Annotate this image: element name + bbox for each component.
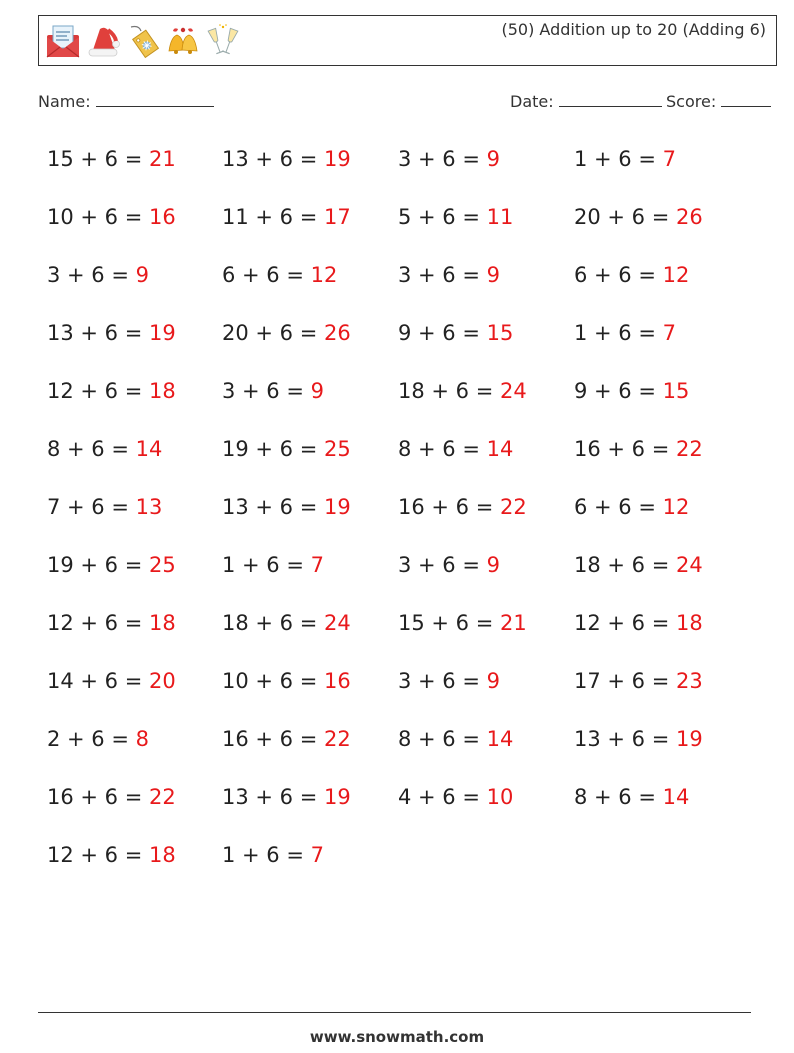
problem-answer: 24 <box>323 611 351 635</box>
problem-answer: 19 <box>323 147 351 171</box>
score-label: Score: <box>666 92 717 111</box>
wish-list-envelope-icon <box>45 23 81 59</box>
problem-answer: 14 <box>662 785 690 809</box>
problem-answer: 9 <box>310 379 324 403</box>
problem-item <box>47 321 176 345</box>
problem-item <box>222 843 324 867</box>
problem-answer: 8 <box>135 727 149 751</box>
problem-item <box>222 437 351 461</box>
problem-question: 8 + 6 = <box>398 437 487 461</box>
problem-answer: 9 <box>486 263 500 287</box>
problem-answer: 9 <box>135 263 149 287</box>
problem-item <box>398 785 513 809</box>
problem-answer: 22 <box>675 437 703 461</box>
problem-question: 16 + 6 = <box>574 437 676 461</box>
problem-item <box>574 611 703 635</box>
problem-question: 15 + 6 = <box>398 611 500 635</box>
problem-item <box>222 205 351 229</box>
problem-question: 19 + 6 = <box>222 437 324 461</box>
problem-question: 1 + 6 = <box>574 321 663 345</box>
problem-item <box>398 263 500 287</box>
problem-question: 3 + 6 = <box>398 553 487 577</box>
problem-question: 1 + 6 = <box>222 843 311 867</box>
problem-answer: 16 <box>323 669 351 693</box>
problem-question: 8 + 6 = <box>574 785 663 809</box>
bells-icon <box>165 23 201 59</box>
problem-row <box>47 259 767 317</box>
problem-question: 16 + 6 = <box>398 495 500 519</box>
problem-answer: 21 <box>499 611 527 635</box>
problem-answer: 14 <box>486 727 514 751</box>
problem-item <box>222 611 351 635</box>
date-label: Date: <box>510 92 554 111</box>
problem-item <box>574 205 703 229</box>
problem-item <box>574 785 689 809</box>
problem-item <box>574 495 689 519</box>
problem-item <box>222 553 324 577</box>
problem-answer: 9 <box>486 147 500 171</box>
problem-item <box>398 495 527 519</box>
name-label: Name: <box>38 92 91 111</box>
problem-answer: 17 <box>323 205 351 229</box>
date-field[interactable] <box>510 92 662 111</box>
score-field[interactable] <box>666 92 771 111</box>
problem-question: 1 + 6 = <box>222 553 311 577</box>
problem-question: 4 + 6 = <box>398 785 487 809</box>
santa-hat-icon <box>85 23 121 59</box>
problem-item <box>398 321 513 345</box>
problem-row <box>47 665 767 723</box>
problem-row <box>47 723 767 781</box>
problem-answer: 19 <box>323 495 351 519</box>
problem-answer: 7 <box>662 147 676 171</box>
problem-item <box>574 727 703 751</box>
problem-question: 5 + 6 = <box>398 205 487 229</box>
problem-question: 14 + 6 = <box>47 669 149 693</box>
date-blank[interactable] <box>559 92 662 107</box>
problem-item <box>574 321 676 345</box>
problem-answer: 22 <box>499 495 527 519</box>
problem-item <box>222 321 351 345</box>
problem-item <box>222 669 351 693</box>
problem-row <box>47 317 767 375</box>
score-blank[interactable] <box>721 92 771 107</box>
problem-item <box>222 785 351 809</box>
problem-question: 9 + 6 = <box>398 321 487 345</box>
problem-question: 19 + 6 = <box>47 553 149 577</box>
problem-item <box>222 379 324 403</box>
problem-question: 6 + 6 = <box>574 495 663 519</box>
worksheet-header <box>38 15 777 66</box>
problem-answer: 14 <box>486 437 514 461</box>
problem-question: 10 + 6 = <box>222 669 324 693</box>
problem-question: 2 + 6 = <box>47 727 136 751</box>
problem-row <box>47 375 767 433</box>
problem-item <box>398 727 513 751</box>
problem-row <box>47 781 767 839</box>
problem-item <box>47 843 176 867</box>
problem-item <box>574 263 689 287</box>
problem-answer: 18 <box>675 611 703 635</box>
problem-item <box>574 147 676 171</box>
problem-question: 3 + 6 = <box>398 669 487 693</box>
problem-question: 12 + 6 = <box>47 611 149 635</box>
problem-question: 18 + 6 = <box>222 611 324 635</box>
problem-row <box>47 839 767 897</box>
problem-row <box>47 143 767 201</box>
problem-item <box>222 263 337 287</box>
problem-question: 18 + 6 = <box>574 553 676 577</box>
problem-question: 9 + 6 = <box>574 379 663 403</box>
problem-item <box>47 205 176 229</box>
problem-item <box>47 379 176 403</box>
problem-item <box>398 205 513 229</box>
problem-question: 11 + 6 = <box>222 205 324 229</box>
problem-answer: 26 <box>323 321 351 345</box>
problem-answer: 13 <box>135 495 163 519</box>
problem-answer: 11 <box>486 205 514 229</box>
problem-item <box>574 379 689 403</box>
problem-question: 8 + 6 = <box>398 727 487 751</box>
problem-row <box>47 491 767 549</box>
problem-question: 10 + 6 = <box>47 205 149 229</box>
problem-question: 7 + 6 = <box>47 495 136 519</box>
problem-item <box>47 785 176 809</box>
problem-answer: 12 <box>662 263 690 287</box>
problem-item <box>47 611 176 635</box>
problem-answer: 24 <box>675 553 703 577</box>
problem-answer: 18 <box>148 611 176 635</box>
problem-question: 6 + 6 = <box>574 263 663 287</box>
problem-question: 3 + 6 = <box>398 147 487 171</box>
problem-answer: 7 <box>310 553 324 577</box>
problem-question: 17 + 6 = <box>574 669 676 693</box>
header-icons <box>45 22 241 60</box>
problem-answer: 25 <box>148 553 176 577</box>
problem-question: 18 + 6 = <box>398 379 500 403</box>
problem-item <box>47 147 176 171</box>
problem-answer: 25 <box>323 437 351 461</box>
problem-answer: 18 <box>148 379 176 403</box>
problem-answer: 23 <box>675 669 703 693</box>
problem-item <box>398 669 500 693</box>
problem-item <box>47 437 162 461</box>
problem-answer: 20 <box>148 669 176 693</box>
problem-question: 3 + 6 = <box>47 263 136 287</box>
problem-answer: 24 <box>499 379 527 403</box>
problem-item <box>47 669 176 693</box>
problem-item <box>222 727 351 751</box>
problem-question: 12 + 6 = <box>574 611 676 635</box>
worksheet-title: (50) Addition up to 20 (Adding 6) <box>501 20 766 39</box>
problem-item <box>47 553 176 577</box>
problem-answer: 10 <box>486 785 514 809</box>
problem-row <box>47 549 767 607</box>
problem-question: 3 + 6 = <box>398 263 487 287</box>
problem-question: 12 + 6 = <box>47 379 149 403</box>
problem-item <box>398 147 500 171</box>
problem-question: 13 + 6 = <box>574 727 676 751</box>
problem-question: 6 + 6 = <box>222 263 311 287</box>
problem-question: 13 + 6 = <box>222 785 324 809</box>
problem-item <box>398 379 527 403</box>
problem-question: 20 + 6 = <box>574 205 676 229</box>
problem-item <box>47 495 162 519</box>
problem-question: 13 + 6 = <box>222 495 324 519</box>
problem-question: 12 + 6 = <box>47 843 149 867</box>
problem-answer: 12 <box>662 495 690 519</box>
problem-answer: 14 <box>135 437 163 461</box>
problem-answer: 9 <box>486 553 500 577</box>
problem-row <box>47 201 767 259</box>
problem-question: 15 + 6 = <box>47 147 149 171</box>
problem-answer: 19 <box>148 321 176 345</box>
footer-site: www.snowmath.com <box>309 1028 485 1046</box>
problem-item <box>574 669 703 693</box>
problem-item <box>47 727 149 751</box>
problem-answer: 16 <box>148 205 176 229</box>
problem-answer: 21 <box>148 147 176 171</box>
problem-answer: 18 <box>148 843 176 867</box>
problem-answer: 7 <box>662 321 676 345</box>
problem-item <box>574 553 703 577</box>
problem-item <box>47 263 149 287</box>
problem-grid <box>47 143 767 897</box>
problem-answer: 26 <box>675 205 703 229</box>
problem-item <box>574 437 703 461</box>
problem-question: 8 + 6 = <box>47 437 136 461</box>
problem-row <box>47 607 767 665</box>
problem-answer: 19 <box>323 785 351 809</box>
problem-answer: 22 <box>148 785 176 809</box>
problem-question: 16 + 6 = <box>222 727 324 751</box>
problem-answer: 9 <box>486 669 500 693</box>
problem-answer: 15 <box>486 321 514 345</box>
problem-answer: 7 <box>310 843 324 867</box>
name-blank[interactable] <box>96 92 214 107</box>
problem-answer: 12 <box>310 263 338 287</box>
problem-item <box>222 147 351 171</box>
problem-item <box>398 553 500 577</box>
problem-row <box>47 433 767 491</box>
problem-item <box>398 611 527 635</box>
gift-tag-icon <box>125 23 161 59</box>
problem-item <box>222 495 351 519</box>
problem-question: 16 + 6 = <box>47 785 149 809</box>
problem-answer: 19 <box>675 727 703 751</box>
problem-answer: 22 <box>323 727 351 751</box>
problem-question: 1 + 6 = <box>574 147 663 171</box>
problem-question: 20 + 6 = <box>222 321 324 345</box>
problem-question: 3 + 6 = <box>222 379 311 403</box>
problem-item <box>398 437 513 461</box>
footer-divider <box>38 1012 751 1013</box>
problem-answer: 15 <box>662 379 690 403</box>
champagne-glasses-icon <box>205 23 241 59</box>
problem-question: 13 + 6 = <box>47 321 149 345</box>
name-field[interactable] <box>38 92 214 111</box>
problem-question: 13 + 6 = <box>222 147 324 171</box>
